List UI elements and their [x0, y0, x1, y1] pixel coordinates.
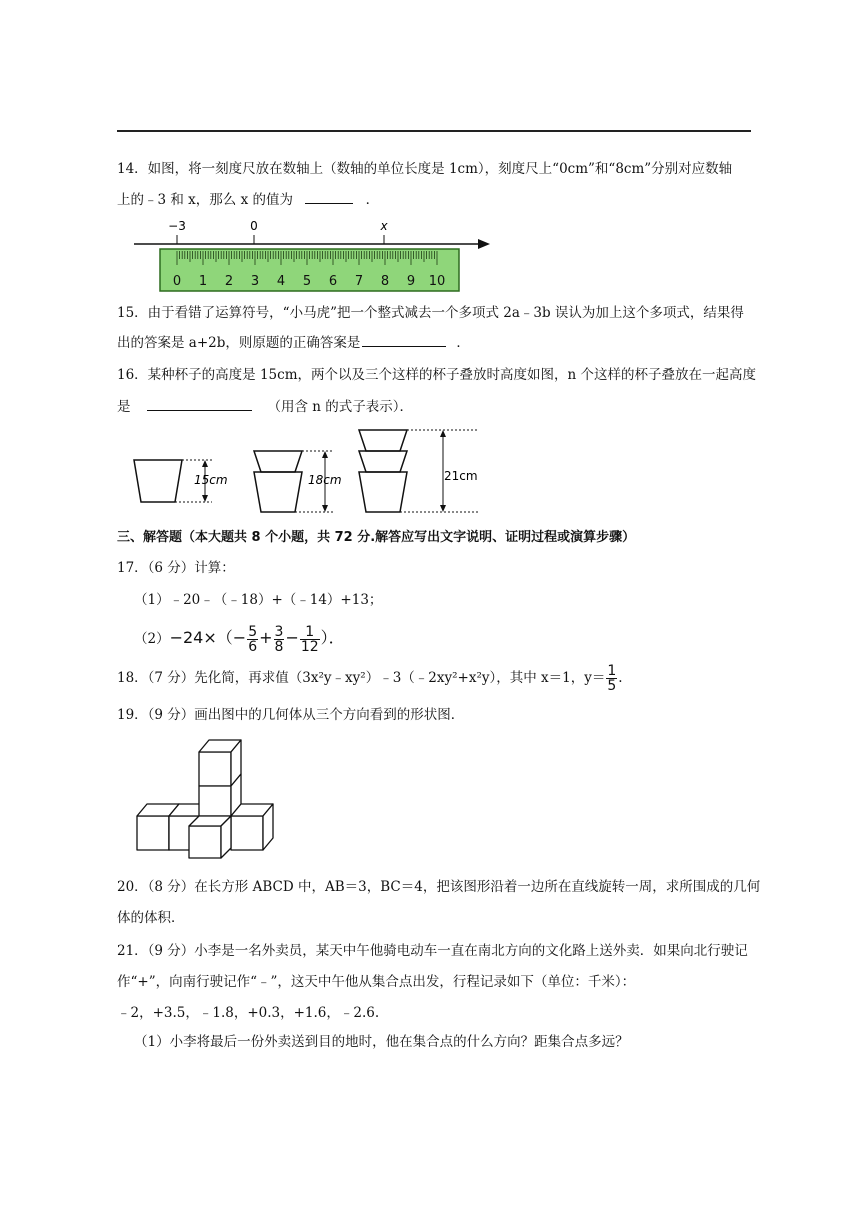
q17-frac1-num: 5 — [248, 624, 258, 640]
q18-line — [117, 660, 623, 696]
q16-line1: 16．某种杯子的高度是 15cm，两个以及三个这样的杯子叠放时高度如图，n 个这样的杯子叠放在一起高度 — [117, 367, 756, 383]
q19-text: 19．（9 分）画出图中的几何体从三个方向看到的形状图． — [117, 707, 465, 723]
q21-line2: 作“+”，向南行驶记作“﹣”，这天中午他从集合点出发，行程记录如下（单位：千米）： — [117, 974, 636, 990]
ruler-number: 9 — [406, 274, 416, 289]
q17-part1: （1）﹣20﹣（﹣18）+（﹣14）+13； — [134, 592, 383, 608]
cups-figure — [128, 422, 488, 518]
cup-2b — [254, 472, 302, 512]
q20-line1: 20．（8 分）在长方形 ABCD 中，AB＝3，BC＝4，把该图形沿着一边所在直线旋转一周，求所围成的几何 — [117, 879, 761, 895]
ruler-number: 8 — [380, 274, 390, 289]
q16-line2 — [117, 396, 413, 417]
q18-text: 18．（7 分）先化简，再求值（3x²y﹣xy²）﹣3（﹣2xy²+x²y），其中 x＝1，y＝ — [117, 670, 606, 686]
q18-frac-num: 1 — [607, 663, 617, 679]
q17-frac1-den: 6 — [248, 639, 258, 655]
q14-line2-text: 上的﹣3 和 x，那么 x 的值为 — [117, 192, 293, 208]
cup-3c — [359, 472, 407, 512]
q16-line2-end: （用含 n 的式子表示）． — [267, 399, 414, 415]
q18-end: . — [618, 670, 623, 686]
q14-line1: 14．如图，将一刻度尺放在数轴上（数轴的单位长度是 1cm），刻度尺上“0cm”和“8cm”分别对应数轴 — [117, 161, 733, 177]
axis-label-0: 0 — [250, 219, 258, 233]
q17-frac2-num: 3 — [274, 624, 284, 640]
q15-line2-text: 出的答案是 a+2b，则原题的正确答案是 — [117, 335, 361, 351]
q17-part2-end: ）． — [320, 628, 345, 647]
q17-frac3-den: 12 — [300, 639, 319, 655]
axis-label-neg3: −3 — [168, 219, 186, 233]
section3-heading: 三、解答题（本大题共 8 个小题，共 72 分.解答应写出文字说明、证明过程或演算步骤） — [117, 530, 636, 545]
axis-label-x: x — [380, 219, 388, 233]
cup-3b — [359, 451, 407, 472]
q21-line3: ﹣2，+3.5，﹣1.8，+0.3，+1.6，﹣2.6. — [117, 1005, 380, 1021]
cup-3a — [359, 430, 407, 451]
q15-line1: 15．由于看错了运算符号，“小马虎”把一个整式减去一个多项式 2a﹣3b 误认为加上这个多项式，结果得 — [117, 305, 744, 321]
q15-line2-end: ． — [456, 335, 470, 351]
q16-answer-blank[interactable] — [147, 396, 252, 411]
q16-line2-text: 是 — [117, 399, 131, 415]
ruler-figure — [130, 215, 500, 295]
q17-frac3-num: 1 — [300, 625, 320, 640]
ruler-number: 6 — [328, 274, 338, 289]
q14-answer-blank[interactable] — [305, 189, 353, 204]
q21-line4: （1）小李将最后一份外卖送到目的地时，他在集合点的什么方向？距集合点多远？ — [134, 1034, 629, 1050]
q21-line1: 21．（9 分）小李是一名外卖员，某天中午他骑电动车一直在南北方向的文化路上送外卖．如果向北行驶记 — [117, 943, 748, 959]
q14-line2-end: ． — [365, 192, 380, 208]
q18-frac-den: 5 — [607, 678, 617, 694]
cube-figure — [132, 736, 277, 862]
cup-1 — [134, 460, 182, 502]
header-rule — [117, 130, 751, 132]
ruler-number: 5 — [302, 274, 312, 289]
ruler-number: 2 — [224, 274, 234, 289]
q14-line2 — [117, 189, 379, 210]
q18-frac — [606, 664, 617, 693]
q15-line2 — [117, 332, 470, 353]
q17-frac2-den: 8 — [274, 639, 284, 655]
cup-label-15: 15cm — [194, 473, 228, 487]
q17-part2 — [134, 620, 345, 657]
q17-title: 17．（6 分）计算： — [117, 560, 235, 576]
q17-part2-prefix: （2） — [134, 631, 170, 647]
cup-label-21: 21cm — [444, 469, 478, 483]
q17-sign1: − — [232, 628, 247, 647]
q20-line2: 体的体积． — [117, 910, 185, 926]
cup-2a — [254, 451, 302, 472]
ruler-number: 3 — [250, 274, 260, 289]
ruler-number: 1 — [198, 274, 208, 289]
q15-answer-blank[interactable] — [362, 332, 446, 347]
q17-sign2: + — [259, 628, 273, 647]
ruler-number: 7 — [354, 274, 364, 289]
q17-sign3: − — [285, 628, 299, 647]
cup-label-18: 18cm — [308, 473, 342, 487]
q17-frac1 — [247, 625, 258, 654]
q17-frac2 — [274, 625, 285, 654]
q17-part2-expr: −24×（ — [169, 628, 233, 647]
ruler-number: 4 — [276, 274, 286, 289]
q17-frac3 — [300, 625, 320, 654]
ruler-number: 0 — [172, 274, 182, 289]
ruler-number: 10 — [428, 274, 446, 289]
